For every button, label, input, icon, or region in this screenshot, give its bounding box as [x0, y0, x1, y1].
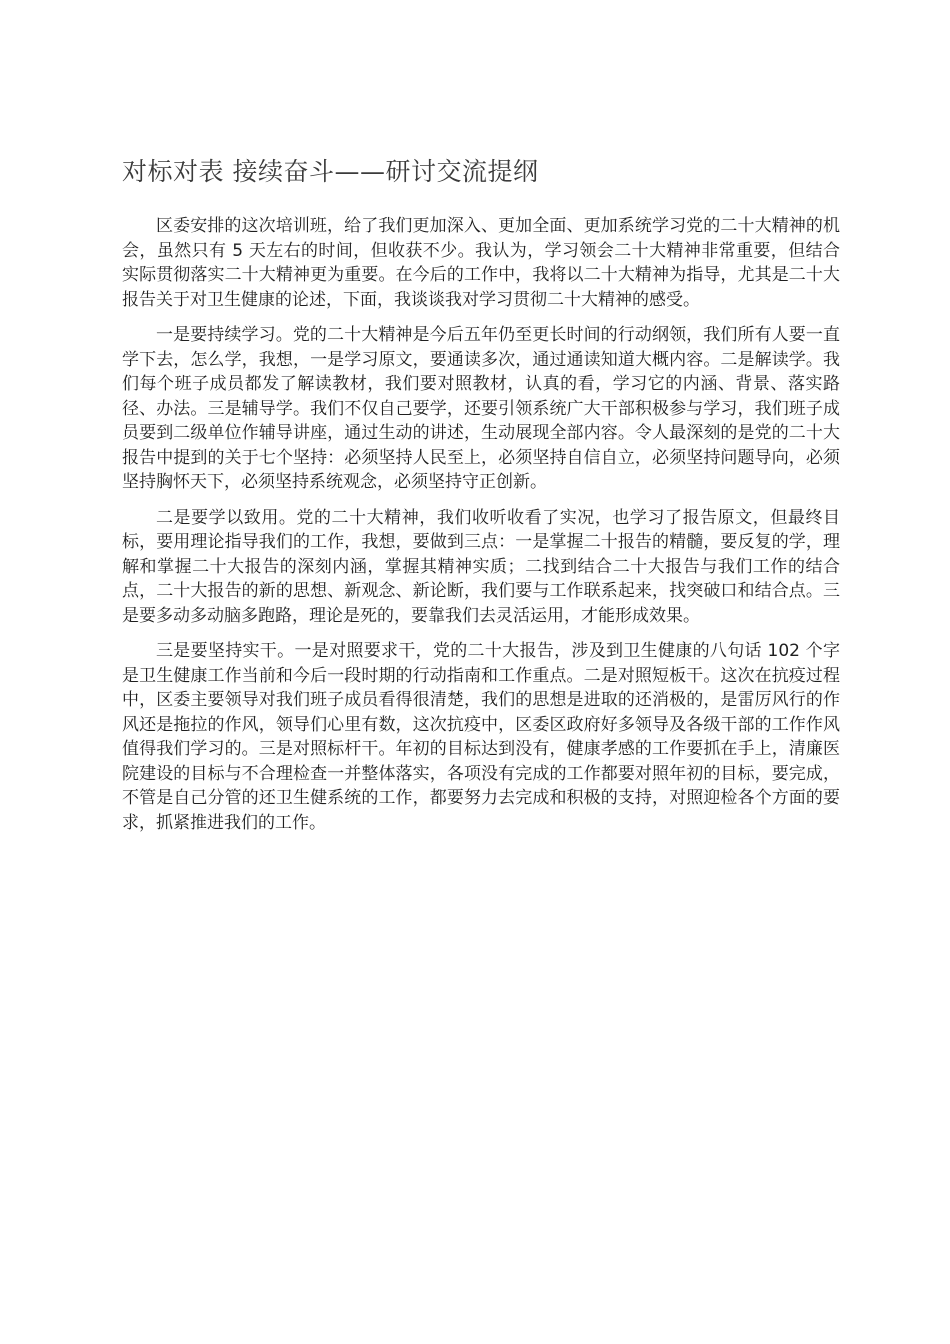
paragraph-apply-learning: 二是要学以致用。党的二十大精神，我们收听收看了实况，也学习了报告原文，但最终目标，要用理论指导我们的工作，我想，要做到三点：一是掌握二十报告的精髓，要反复的学，理解和掌握二十大报告的深刻内涵，掌握其精神实质；二找到结合二十大报告与我们工作的结合点，二十大报告的新的思想、新观念、新论断，我们要与工作联系起来，找突破口和结合点。三是要多动多动脑多跑路，理论是死的，要靠我们去灵活运用，才能形成效果。: [122, 507, 840, 626]
paragraph-continuous-study: 一是要持续学习。党的二十大精神是今后五年仍至更长时间的行动纲领，我们所有人要一直学下去，怎么学，我想，一是学习原文，要通读多次，通过通读知道大概内容。二是解读学。我们每个班子成员都发了解读教材，我们要对照教材，认真的看，学习它的内涵、背景、落实路径、办法。三是辅导学。我们不仅自己要学，还要引领系统广大干部积极参与学习，我们班子成员要到二级单位作辅导讲座，通过生动的讲述，生动展现全部内容。令人最深刻的是党的二十大报告中提到的关于七个坚持：必须坚持人民至上，必须坚持自信自立，必须坚持问题导向，必须坚持胸怀天下，必须坚持系统观念，必须坚持守正创新。: [122, 325, 840, 492]
document-title: 对标对表 接续奋斗——研讨交流提纲: [122, 157, 539, 186]
paragraph-intro: 区委安排的这次培训班，给了我们更加深入、更加全面、更加系统学习党的二十大精神的机会，虽然只有 5 天左右的时间，但收获不少。我认为，学习领会二十大精神非常重要，但结合实际贯彻落实二十大精神更为重要。在今后的工作中，我将以二十大精神为指导，尤其是二十大报告关于对卫生健康的论述，下面，我谈谈我对学习贯彻二十大精神的感受。: [122, 216, 840, 310]
document-body: [122, 152, 840, 846]
paragraph-practical-work: 三是要坚持实干。一是对照要求干，党的二十大报告，涉及到卫生健康的八句话 102 个字是卫生健康工作当前和今后一段时期的行动指南和工作重点。二是对照短板干。这次在抗疫过程中，区委主要领导对我们班子成员看得很清楚，我们的思想是进取的还消极的，是雷厉风行的作风还是拖拉的作风，领导们心里有数，这次抗疫中，区委区政府好多领导及各级干部的工作作风值得我们学习的。三是对照标杆干。年初的目标达到没有，健康孝感的工作要抓在手上，清廉医院建设的目标与不合理检查一并整体落实，各项没有完成的工作都要对照年初的目标，要完成，不管是自己分管的还卫生健系统的工作，都要努力去完成和积极的支持，对照迎检各个方面的要求，抓紧推进我们的工作。: [122, 641, 840, 833]
